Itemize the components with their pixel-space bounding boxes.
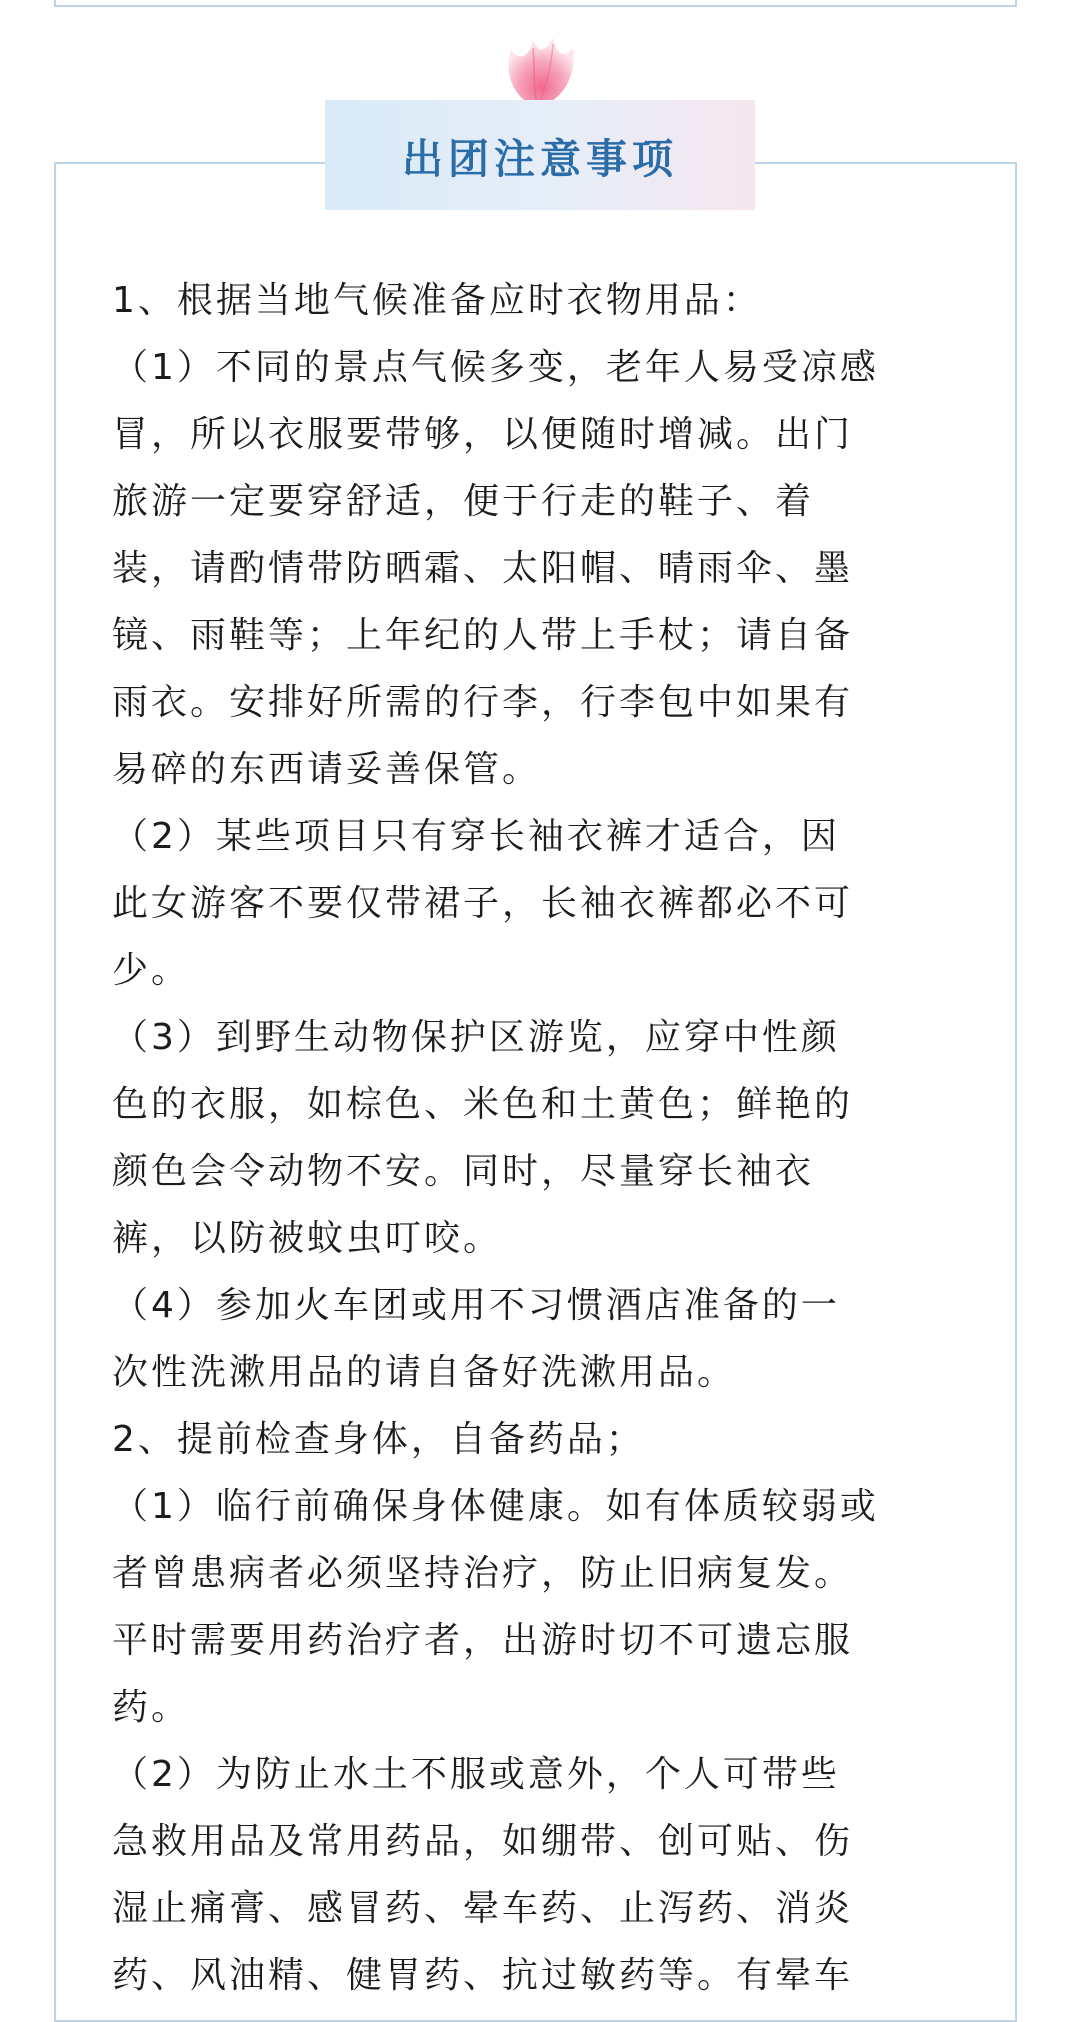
notice-content — [112, 267, 972, 2009]
text-line: 药。 — [112, 1687, 191, 1728]
text-line: 药、风油精、健胃药、抗过敏药等。有晕车 — [112, 1955, 854, 1996]
section-title-box — [325, 100, 755, 210]
text-line: 雨衣。安排好所需的行李，行李包中如果有 — [112, 682, 854, 723]
text-line: 易碎的东西请妥善保管。 — [112, 749, 542, 790]
text-line: 旅游一定要穿舒适，便于行走的鞋子、着 — [112, 481, 815, 522]
text-line: （2）某些项目只有穿长袖衣裤才适合，因 — [112, 816, 840, 857]
text-line: （3）到野生动物保护区游览，应穿中性颜 — [112, 1017, 840, 1058]
text-line: （1）临行前确保身体健康。如有体质较弱或 — [112, 1486, 879, 1527]
text-line: 次性洗漱用品的请自备好洗漱用品。 — [112, 1352, 737, 1393]
text-line: 色的衣服，如棕色、米色和土黄色；鲜艳的 — [112, 1084, 854, 1125]
text-line: 镜、雨鞋等；上年纪的人带上手杖；请自备 — [112, 615, 854, 656]
section-title: 出团注意事项 — [402, 134, 678, 183]
text-line: 冒，所以衣服要带够，以便随时增减。出门 — [112, 414, 854, 455]
text-line: 1、根据当地气候准备应时衣物用品： — [112, 280, 762, 321]
text-line: （2）为防止水土不服或意外，个人可带些 — [112, 1754, 840, 1795]
text-line: 装，请酌情带防晒霜、太阳帽、晴雨伞、墨 — [112, 548, 854, 589]
text-line: 平时需要用药治疗者，出游时切不可遗忘服 — [112, 1620, 854, 1661]
text-line: （4）参加火车团或用不习惯酒店准备的一 — [112, 1285, 840, 1326]
text-line: 裤，以防被蚊虫叮咬。 — [112, 1218, 503, 1259]
text-line: 少。 — [112, 950, 191, 991]
text-line: 颜色会令动物不安。同时，尽量穿长袖衣 — [112, 1151, 815, 1192]
text-line: 此女游客不要仅带裙子，长袖衣裤都必不可 — [112, 883, 854, 924]
text-line: 湿止痛膏、感冒药、晕车药、止泻药、消炎 — [112, 1888, 854, 1929]
text-line: 者曾患病者必须坚持治疗，防止旧病复发。 — [112, 1553, 854, 1594]
previous-card-border — [54, 0, 1017, 7]
text-line: 急救用品及常用药品，如绷带、创可贴、伤 — [112, 1821, 854, 1862]
text-line: 2、提前检查身体，自备药品； — [112, 1419, 645, 1460]
text-line: （1）不同的景点气候多变，老年人易受凉感 — [112, 347, 879, 388]
